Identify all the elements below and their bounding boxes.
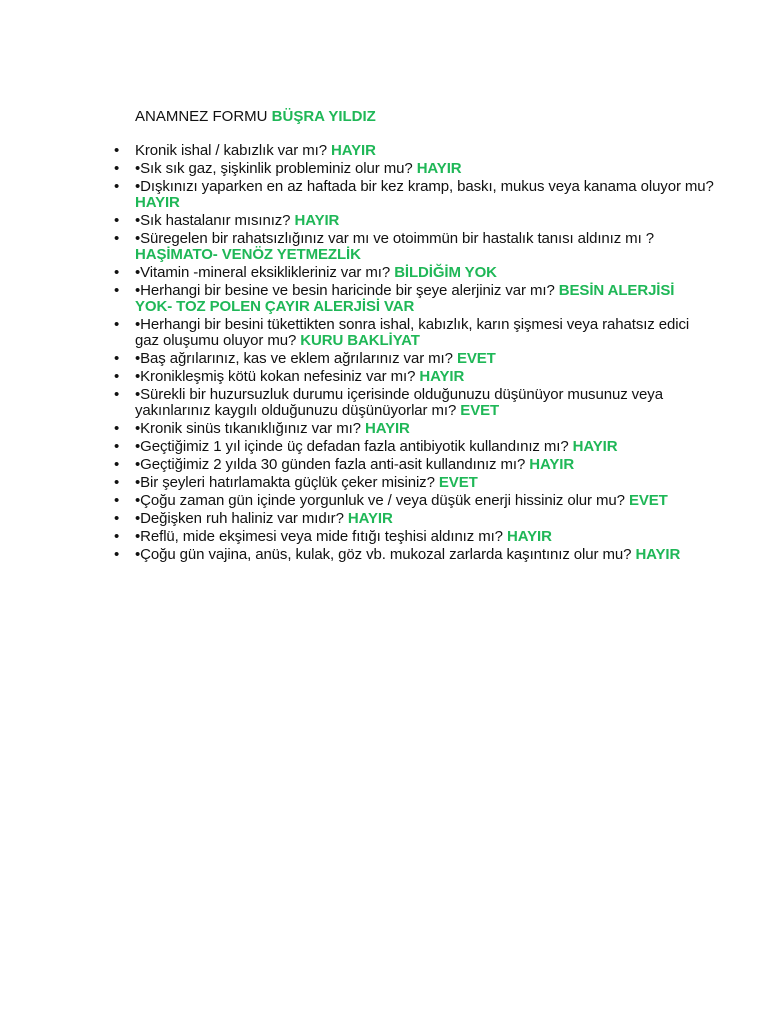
list-item [114,529,714,545]
answer-text: EVET [628,492,668,509]
answer-text: HAYIR [419,368,465,385]
bullet-icon: • [114,528,120,545]
patient-name: BÜŞRA YILDIZ [271,108,376,125]
bullet-icon: • [114,178,120,195]
bullet-icon: • [114,230,120,247]
question-text: •Geçtiğimiz 1 yıl içinde üç defadan fazla antibiyotik kullandınız mı? [135,438,569,455]
question-text: •Herhangi bir besine ve besin haricinde bir şeye alerjiniz var mı? [135,282,555,299]
list-item [114,143,714,159]
bullet-icon: • [114,510,120,527]
answer-text: HAYIR [572,438,618,455]
question-text: •Reflü, mide ekşimesi veya mide fıtığı teşhisi aldınız mı? [135,528,503,545]
answer-text: HAYIR [507,528,552,545]
list-item [114,317,714,349]
list-item [114,213,714,229]
bullet-icon: • [114,546,120,563]
question-text: •Değişken ruh haliniz var mıdır? [135,510,344,527]
question-text: •Geçtiğimiz 2 yılda 30 günden fazla anti-asit kullandınız mı? [135,456,526,473]
answer-text: HAYIR [416,160,462,177]
list-item [114,231,714,263]
bullet-icon: • [114,456,120,473]
list-item [114,161,714,177]
answer-text: BESİN ALERJİSİ YOK- TOZ POLEN ÇAYIR ALERJİSİ VAR [135,282,675,315]
list-item [114,283,714,315]
question-text: Kronik ishal / kabızlık var mı? [135,142,327,159]
answer-text: HAYIR [331,142,376,159]
list-item [114,369,714,385]
bullet-icon: • [114,438,120,455]
bullet-icon: • [114,160,120,177]
question-text: •Sık hastalanır mısınız? [135,212,291,229]
list-item [114,493,714,509]
list-item [114,457,714,473]
bullet-icon: • [114,474,120,491]
list-item [114,421,714,437]
bullet-icon: • [114,142,120,159]
bullet-icon: • [114,264,120,281]
answer-text: EVET [460,402,500,419]
list-item [114,547,714,563]
list-item [114,351,714,367]
question-text: •Çoğu zaman gün içinde yorgunluk ve / veya düşük enerji hissiniz olur mu? [135,492,625,509]
page-title [135,108,376,126]
bullet-icon: • [114,282,120,299]
bullet-icon: • [114,212,120,229]
question-text: •Sürekli bir huzursuzluk durumu içerisinde olduğunuzu düşünüyor musunuz veya yakınlarınız kaygılı olduğunuzu düşünüyorlar mı? [135,386,663,419]
list-item [114,439,714,455]
answer-text: HAYIR [529,456,575,473]
list-item [114,475,714,491]
question-text: •Çoğu gün vajina, anüs, kulak, göz vb. mukozal zarlarda kaşıntınız olur mu? [135,546,632,563]
answer-text: HAYIR [135,194,180,211]
question-text: •Kronikleşmiş kötü kokan nefesiniz var mı? [135,368,416,385]
question-text: •Dışkınızı yaparken en az haftada bir kez kramp, baskı, mukus veya kanama oluyor mu? [135,178,714,195]
bullet-icon: • [114,420,120,437]
list-item [114,179,714,211]
answer-text: HAYIR [294,212,340,229]
question-text: •Süregelen bir rahatsızlığınız var mı ve otoimmün bir hastalık tanısı aldınız mı ? [135,230,654,247]
question-text: •Vitamin -mineral eksiklikleriniz var mı? [135,264,391,281]
answer-text: HAŞİMATO- VENÖZ YETMEZLİK [135,246,361,263]
answer-text: KURU BAKLİYAT [300,332,420,349]
question-list [114,143,714,565]
answer-text: HAYIR [364,420,410,437]
form-title-label: ANAMNEZ FORMU [135,108,268,125]
bullet-icon: • [114,386,120,403]
answer-text: HAYIR [347,510,393,527]
list-item [114,265,714,281]
list-item [114,387,714,419]
bullet-icon: • [114,316,120,333]
list-item [114,511,714,527]
answer-text: HAYIR [635,546,681,563]
bullet-icon: • [114,492,120,509]
bullet-icon: • [114,350,120,367]
question-text: •Herhangi bir besini tükettikten sonra ishal, kabızlık, karın şişmesi veya rahatsız edici gaz oluşumu oluyor mu? [135,316,690,349]
question-text: •Bir şeyleri hatırlamakta güçlük çeker misiniz? [135,474,435,491]
answer-text: BİLDİĞİM YOK [394,264,497,281]
question-text: •Baş ağrılarınız, kas ve eklem ağrılarınız var mı? [135,350,453,367]
answer-text: EVET [456,350,496,367]
question-text: •Kronik sinüs tıkanıklığınız var mı? [135,420,361,437]
answer-text: EVET [438,474,478,491]
bullet-icon: • [114,368,120,385]
question-text: •Sık sık gaz, şişkinlik probleminiz olur mu? [135,160,413,177]
